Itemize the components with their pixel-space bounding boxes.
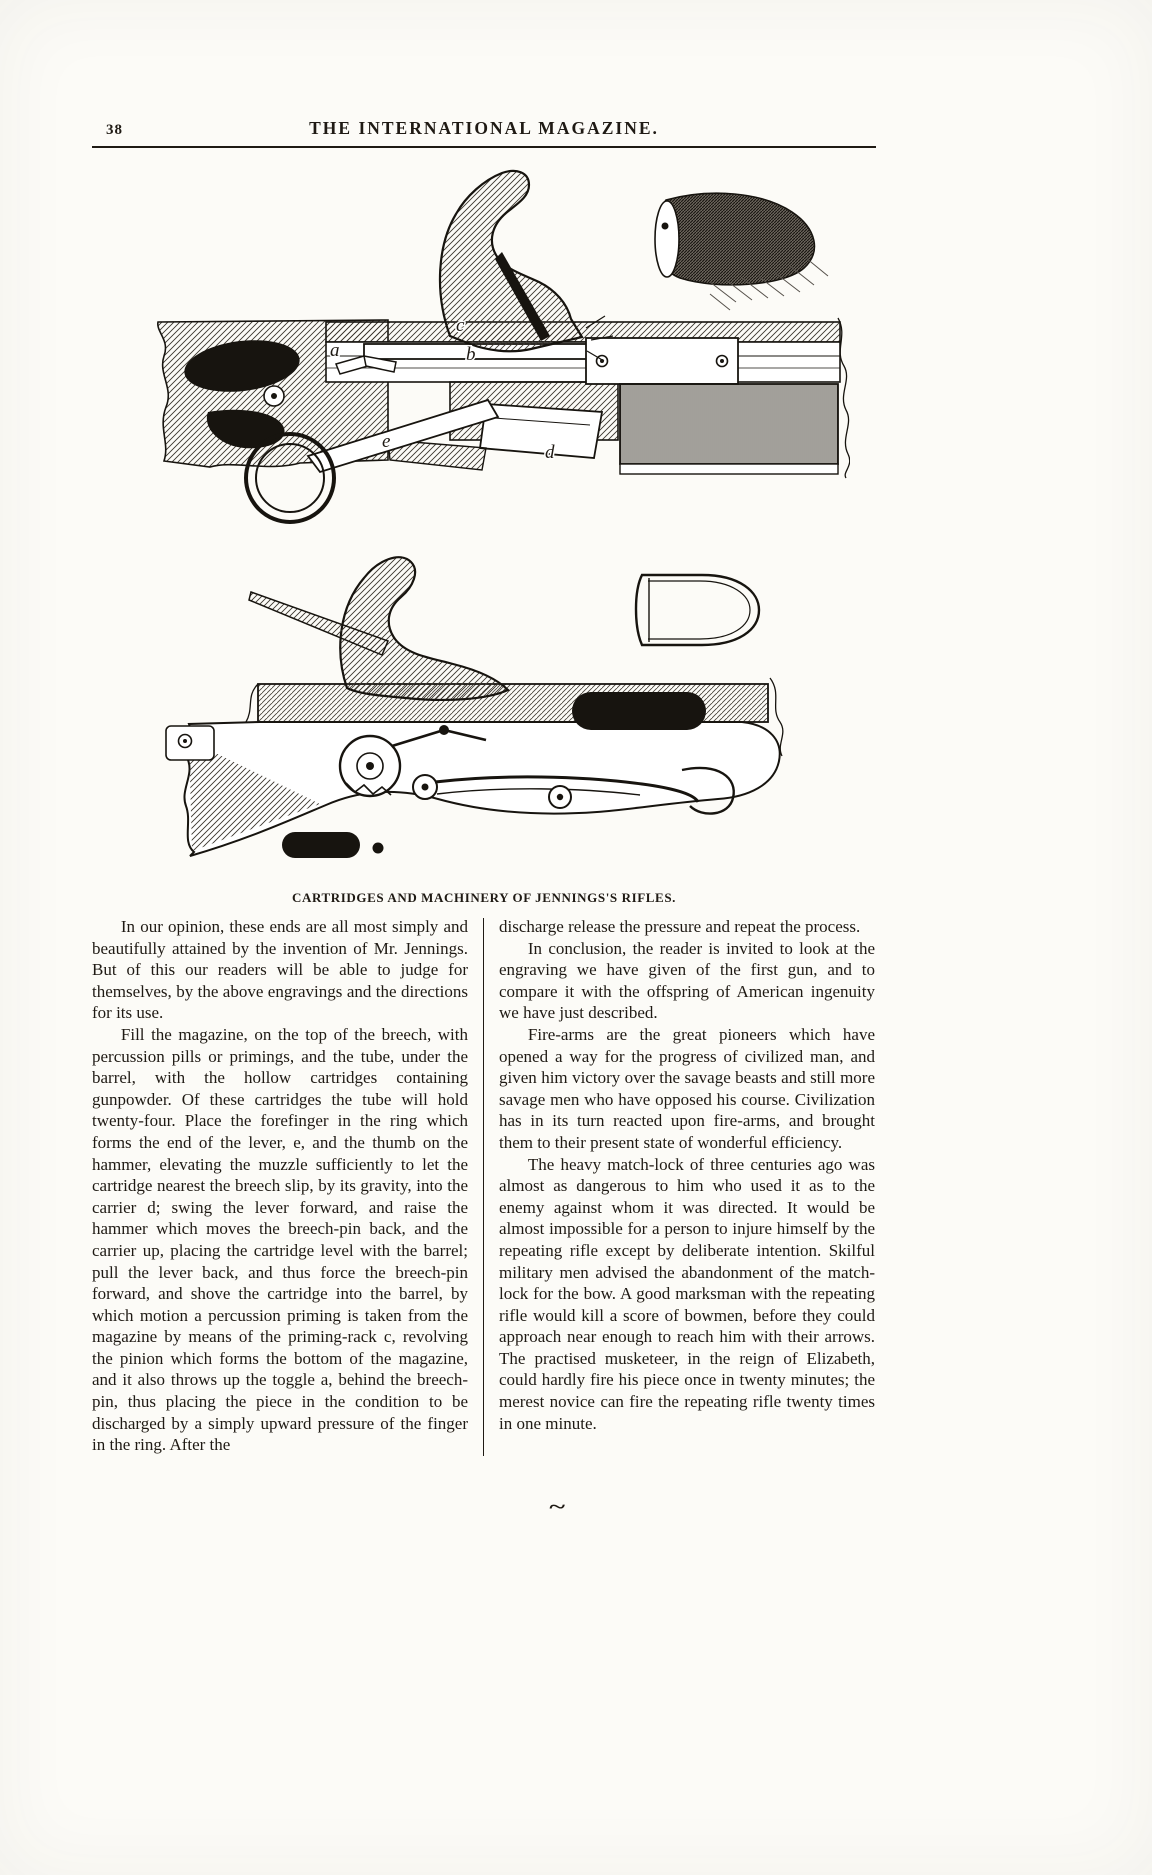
page-number: 38: [106, 122, 123, 138]
page-header: [92, 118, 876, 148]
label-c: c: [456, 315, 465, 336]
side-plate: [586, 338, 738, 384]
paragraph-right-4: The heavy match-lock of three centuries ago was almost as dangerous to him who used it as to the enemy against whom it was directed. It would be almost impossible for a person to injure himself by the repeating rifle except by deliberate intention. Skilful military men advised the abandonment of the match-lock for the bow. A good marksman with the repeating rifle would kill a score of bowmen, before they could approach near enough to reach him with their arrows. The practised musketeer, in the reign of Elizabeth, could hardly fire his piece once in twenty minutes; the merest novice can fire the repeating rifle twenty times in one minute.: [499, 1154, 875, 1433]
label-e: e: [382, 431, 391, 452]
paragraph-left-2: Fill the magazine, on the top of the breech, with percussion pills or primings, and the tube, under the barrel, with the hollow cartridges containing gunpowder. Of these cartridges the tube will hold twenty-four. Place the forefinger in the ring which forms the end of the lever, e, and the thumb on the hammer, elevating the muzzle sufficiently to let the cartridge nearest the breech slip, by its gravity, into the carrier d; swing the lever forward, and raise the hammer which moves the breech-pin back, and the carrier up, placing the cartridge level with the barrel; pull the lever back, and thus force the breech-pin forward, and shove the cartridge into the barrel, by which motion a percussion priming is taken from the magazine by means of the priming-rack c, revolving the pinion which forms the bottom of the magazine, and it also throws up the toggle a, behind the breech-pin, thus placing the piece in the condition to be discharged by a simply upward pressure of the finger in the ring. After the: [92, 1024, 468, 1455]
right-column: [499, 916, 875, 1456]
magazine-slot: [572, 692, 706, 730]
engraving-rifle-mechanism-cocked: [150, 160, 850, 525]
paragraph-right-1: discharge release the pressure and repeat the process.: [499, 917, 861, 936]
carrier-block: [480, 404, 602, 458]
paragraph-right-3: Fire-arms are the great pioneers which have opened a way for the progress of civilized man, and given him victory over the savage beasts and still more savage men who have opposed his course. Civilization has in its turn reacted upon fire-arms, and brought them to their present state of wonderful efficiency.: [499, 1024, 875, 1152]
engraving-rifle-mechanism-rest: [142, 548, 842, 888]
inlay-slot: [282, 832, 360, 858]
article-columns: [92, 916, 876, 1456]
label-a: a: [330, 340, 340, 361]
label-d: d: [545, 442, 555, 463]
magazine-tube: [620, 384, 838, 474]
left-column: [92, 916, 468, 1456]
printed-area: [92, 118, 876, 1456]
cartridge-outline: [636, 575, 759, 645]
printers-mark: ~: [549, 1496, 566, 1518]
engravings-figure: [92, 160, 876, 912]
figure-caption: CARTRIDGES AND MACHINERY OF JENNINGS'S RIFLES.: [292, 890, 676, 905]
magazine-title: THE INTERNATIONAL MAGAZINE.: [309, 118, 659, 138]
hammer: [340, 557, 508, 700]
fore-plate: [166, 726, 214, 760]
paragraph-left-1: In our opinion, these ends are all most simply and beautifully attained by the invention of Mr. Jennings. But of this our readers will be able to judge for themselves, by the above engravings and the directions for its use.: [92, 917, 468, 1023]
column-divider: [483, 918, 484, 1456]
bullet-illustration: [655, 193, 828, 310]
label-b: b: [466, 344, 476, 365]
paragraph-right-2: In conclusion, the reader is invited to look at the engraving we have given of the first gun, and to compare it with the offspring of American ingenuity we have just described.: [499, 938, 875, 1023]
header-rule: [92, 146, 876, 148]
